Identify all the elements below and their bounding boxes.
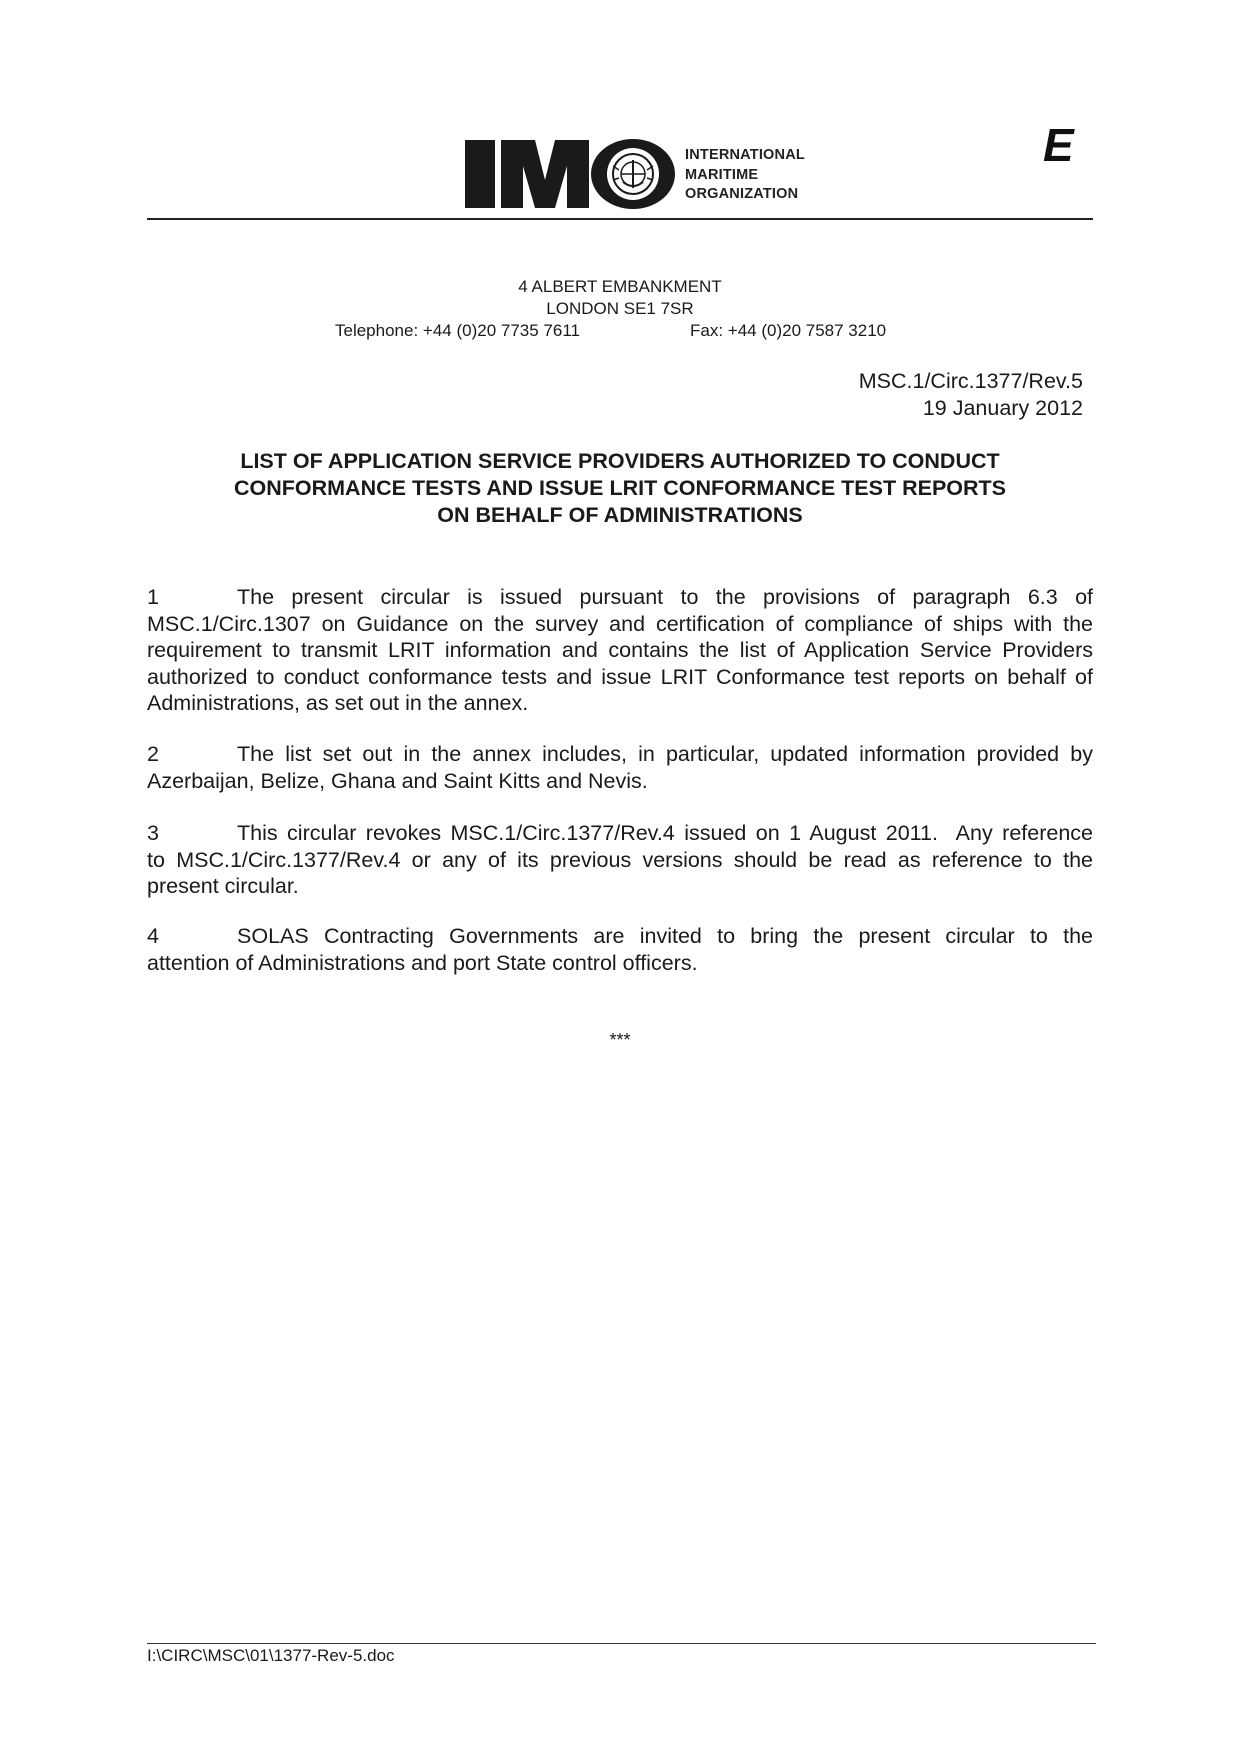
paragraph-line: Administrations, as set out in the annex. bbox=[147, 691, 529, 715]
document-date: 19 January 2012 bbox=[922, 396, 1083, 420]
paragraph-number: 2 bbox=[147, 742, 159, 766]
title-line-1: LIST OF APPLICATION SERVICE PROVIDERS AUTHORIZED TO CONDUCT bbox=[240, 449, 1000, 473]
paragraph-number: 3 bbox=[147, 821, 159, 845]
paragraph-4 bbox=[147, 923, 1093, 976]
paragraph-1 bbox=[147, 584, 1093, 717]
paragraph-line: attention of Administrations and port State control officers. bbox=[147, 950, 698, 975]
imo-logo bbox=[463, 136, 823, 212]
document-title bbox=[160, 448, 1080, 529]
organization-name bbox=[685, 146, 805, 205]
paragraph-line: Azerbaijan, Belize, Ghana and Saint Kitts and Nevis. bbox=[147, 768, 648, 793]
telephone: Telephone: +44 (0)20 7735 7611 bbox=[335, 321, 580, 340]
logo-line-1: INTERNATIONAL bbox=[685, 147, 805, 163]
paragraph-line: authorized to conduct conformance tests and issue LRIT Conformance test reports on behalf of bbox=[147, 664, 1093, 689]
fax: Fax: +44 (0)20 7587 3210 bbox=[690, 321, 887, 340]
logo-line-2: MARITIME bbox=[685, 166, 759, 183]
paragraph-3 bbox=[147, 820, 1093, 900]
paragraph-2 bbox=[147, 741, 1093, 794]
paragraph-line bbox=[147, 923, 1093, 950]
header-divider bbox=[147, 218, 1093, 220]
paragraph-line: MSC.1/Circ.1307 on Guidance on the survey and certification of compliance of ships with the bbox=[147, 611, 1093, 636]
paragraph-line bbox=[147, 741, 1093, 768]
document-symbol: MSC.1/Circ.1377/Rev.5 bbox=[858, 369, 1083, 393]
paragraph-line bbox=[147, 584, 1093, 611]
paragraph-number: 1 bbox=[147, 585, 159, 609]
title-line-3: ON BEHALF OF ADMINISTRATIONS bbox=[437, 503, 803, 527]
paragraph-text: SOLAS Contracting Governments are invited to bring the present circular to the bbox=[237, 924, 1093, 948]
logo-line-3: ORGANIZATION bbox=[685, 186, 799, 202]
paragraph-text: The present circular is issued pursuant to the provisions of paragraph 6.3 of bbox=[237, 585, 1093, 609]
footer-file-path: I:\CIRC\MSC\01\1377-Rev-5.doc bbox=[147, 1646, 395, 1665]
footer-divider bbox=[147, 1643, 1096, 1644]
paragraph-number: 4 bbox=[147, 924, 159, 948]
title-line-2: CONFORMANCE TESTS AND ISSUE LRIT CONFORMANCE TEST REPORTS bbox=[233, 476, 1007, 500]
paragraph-line: present circular. bbox=[147, 874, 299, 898]
paragraph-line bbox=[147, 820, 1093, 847]
language-code: E bbox=[1043, 119, 1074, 171]
paragraph-text: The list set out in the annex includes, in particular, updated information provided by bbox=[237, 742, 1093, 766]
paragraph-text: This circular revokes MSC.1/Circ.1377/Rev.4 issued on 1 August 2011. Any reference bbox=[237, 821, 1093, 845]
document-reference bbox=[859, 368, 1083, 422]
paragraph-line: to MSC.1/Circ.1377/Rev.4 or any of its previous versions should be read as reference to the bbox=[147, 847, 1093, 872]
address-block bbox=[0, 276, 1240, 320]
address-line-2: LONDON SE1 7SR bbox=[546, 299, 694, 318]
paragraph-line: requirement to transmit LRIT information and contains the list of Application Service Providers bbox=[147, 638, 1093, 662]
imo-emblem-icon bbox=[463, 136, 678, 212]
address-line-1: 4 ALBERT EMBANKMENT bbox=[518, 277, 722, 296]
section-separator: *** bbox=[609, 1030, 631, 1050]
